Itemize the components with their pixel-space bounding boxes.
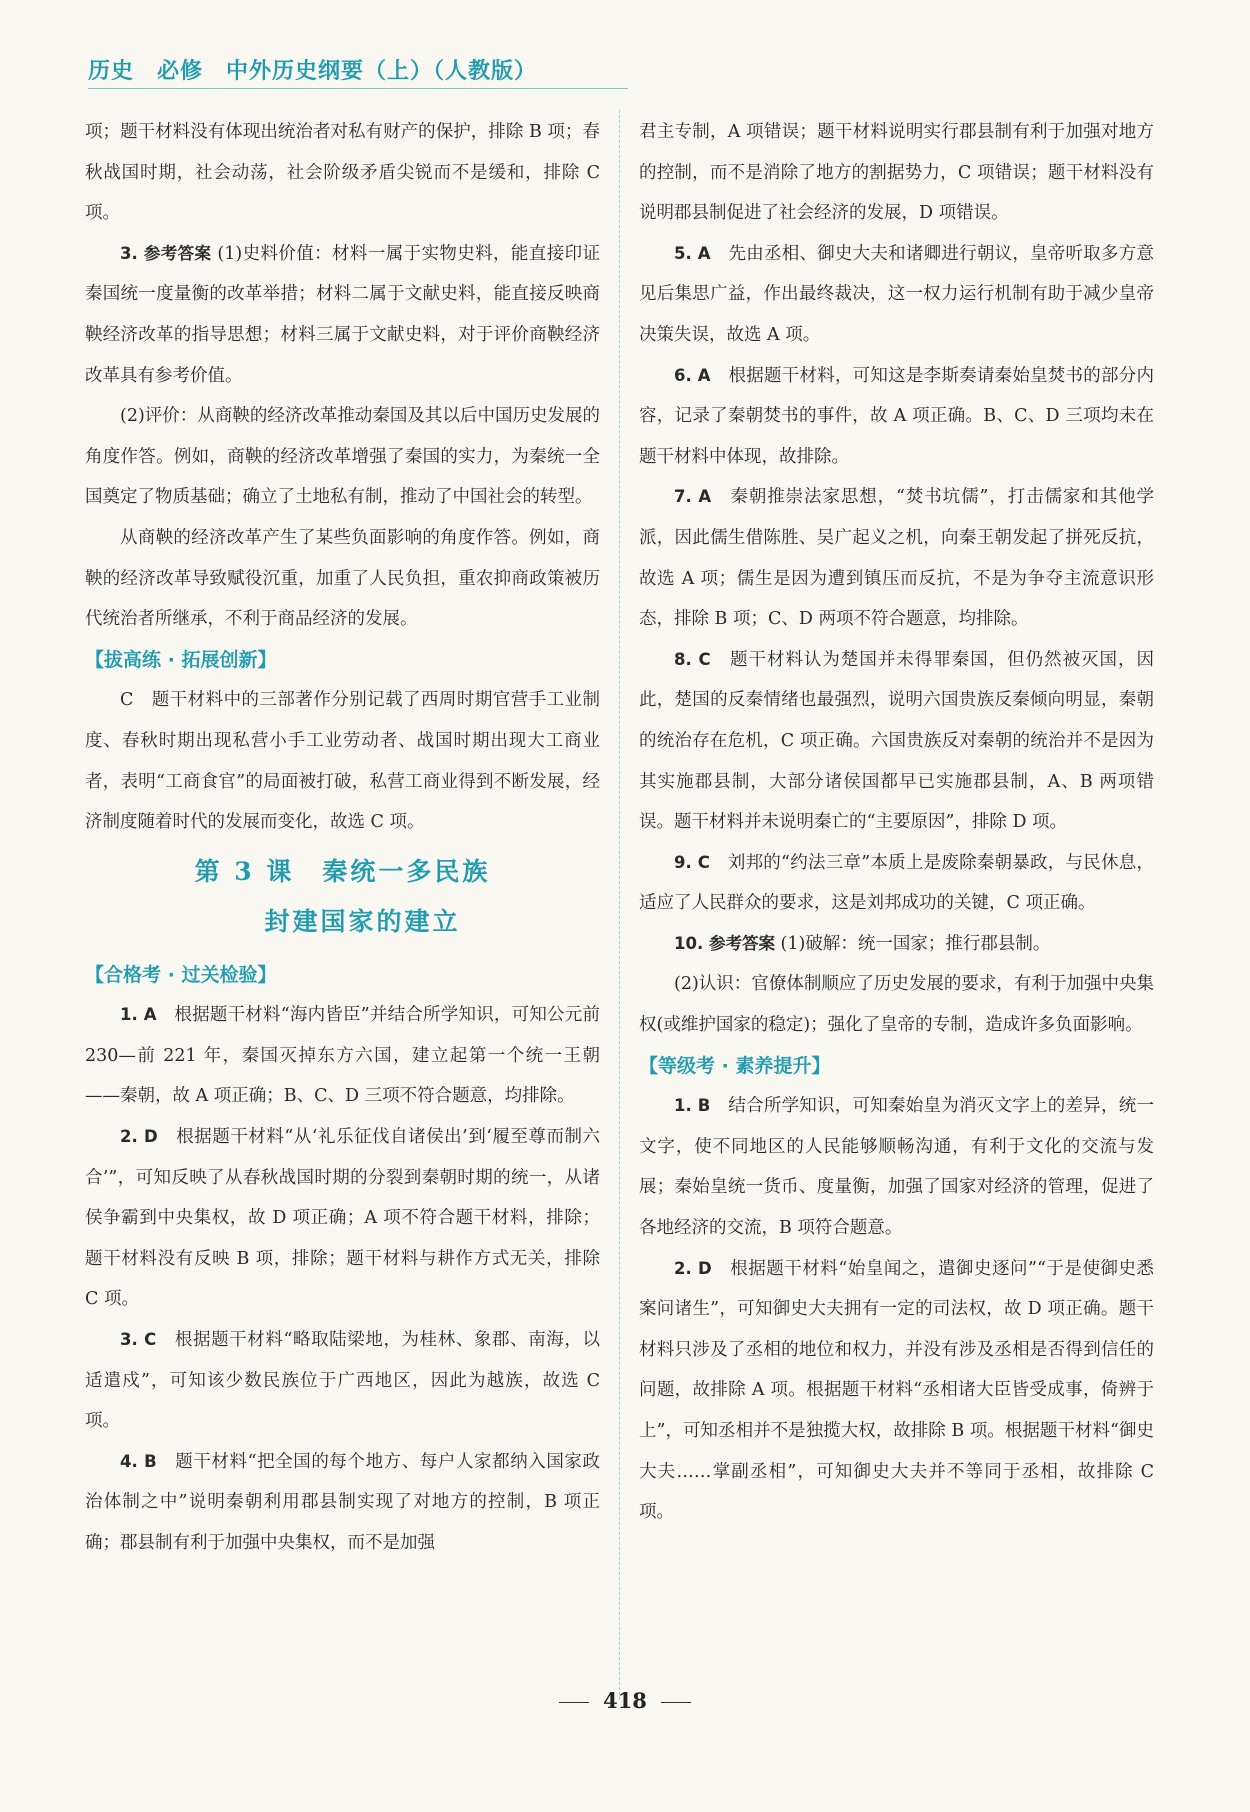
answer-3 (85, 1320, 600, 1442)
answer-number: 5. A (674, 243, 711, 263)
lesson-title (85, 847, 600, 947)
answer-number: 6. A (674, 365, 711, 385)
header-title: 历史 必修 中外历史纲要（上）（人教版） (88, 59, 538, 84)
answer-number: 8. C (674, 649, 711, 669)
answer-9 (639, 843, 1154, 924)
answer-text: 根据题干材料，可知这是李斯奏请秦始皇焚书的部分内容，记录了秦朝焚书的事件，故 A 项正确。B、C、D 三项均未在题干材料中体现，故排除。 (639, 365, 1155, 467)
answer-number: 3. C (120, 1330, 157, 1350)
answer-text: 题干材料“把全国的每个地方、每户人家都纳入国家政治体制之中”说明秦朝利用郡县制实现了对地方的控制，B 项正确；郡县制有利于加强中央集权，而不是加强 (85, 1451, 600, 1553)
answer-text: 刘邦的“约法三章”本质上是废除秦朝暴政，与民休息，适应了人民群众的要求，这是刘邦成功的关键，C 项正确。 (639, 852, 1154, 914)
running-header (88, 54, 628, 89)
answer-text: 秦朝推崇法家思想，“焚书坑儒”，打击儒家和其他学派，因此儒生借陈胜、吴广起义之机，向秦王朝发起了拼死反抗，故选 A 项；儒生是因为遭到镇压而反抗，不是为争夺主流意识形态，排除 B 项；C、D 两项不符合题意，均排除。 (639, 487, 1154, 630)
lesson-title-line-1: 第 3 课 秦统一多民族 (194, 856, 491, 886)
section-heading: 【合格考 · 过关检验】 (85, 963, 277, 986)
paragraph: 从商鞅的经济改革产生了某些负面影响的角度作答。例如，商鞅的经济改革导致赋役沉重，加重了人民负担，重农抑商政策被历代统治者所继承，不利于商品经济的发展。 (85, 527, 600, 630)
answer-6 (639, 356, 1154, 478)
answer-text: (1)史料价值：材料一属于实物史料，能直接印证秦国统一度量衡的改革举措；材料二属于文献史料，能直接反映商鞅经济改革的指导思想；材料三属于文献史料，对于评价商鞅经济改革具有参考价值。 (85, 243, 600, 386)
answer-1 (85, 995, 600, 1117)
answer-number: 2. D (674, 1258, 712, 1278)
answer-text: 根据题干材料“从‘礼乐征伐自诸侯出’到‘履至尊而制六合’”，可知反映了从春秋战国时期的分裂到秦朝时期的统一，从诸侯争霸到中央集权，故 D 项正确；A 项不符合题干材料，排除；题干材料没有反映 B 项，排除；题干材料与耕作方式无关，排除 C 项。 (85, 1127, 600, 1310)
paragraph: C 题干材料中的三部著作分别记载了西周时期官营手工业制度、春秋时期出现私营小手工业劳动者、战国时期出现大工商业者，表明“工商食官”的局面被打破，私营工商业得到不断发展，经济制度随着时代的发展而变化，故选 C 项。 (85, 690, 600, 833)
lesson-title-line-2: 封建国家的建立 (264, 906, 461, 936)
answer-number: 9. C (674, 852, 710, 872)
paragraph: (2)认识：官僚体制顺应了历史发展的要求，有利于加强中央集权(或维护国家的稳定)；强化了皇帝的专制，造成许多负面影响。 (639, 974, 1154, 1036)
section-heading: 【拔高练 · 拓展创新】 (85, 648, 277, 671)
answer-b1 (639, 1086, 1154, 1248)
paragraph: 君主专制，A 项错误；题干材料说明实行郡县制有利于加强对地方的控制，而不是消除了地方的割据势力，C 项错误；题干材料没有说明郡县制促进了社会经济的发展，D 项错误。 (639, 122, 1154, 224)
answer-number: 1. A (120, 1005, 157, 1025)
answer-number: 7. A (674, 487, 712, 507)
footer-dash-left (559, 1702, 589, 1703)
answer-4 (85, 1442, 600, 1564)
answer-text: (1)破解：统一国家；推行郡县制。 (774, 933, 1051, 954)
answer-number: 1. B (674, 1096, 711, 1116)
paragraph: 项；题干材料没有体现出统治者对私有财产的保护，排除 B 项；春秋战国时期，社会动荡，社会阶级矛盾尖锐而不是缓和，排除 C 项。 (85, 122, 600, 224)
answer-number: 10. 参考答案 (674, 933, 775, 953)
answer-number: 2. D (120, 1127, 158, 1147)
answer-2 (85, 1117, 600, 1320)
answer-5 (639, 234, 1154, 356)
answer-text: 根据题干材料“略取陆梁地，为桂林、象郡、南海，以适遣戍”，可知该少数民族位于广西地区，因此为越族，故选 C 项。 (85, 1330, 600, 1432)
answer-3 (85, 234, 600, 396)
page-number: 418 (603, 1688, 647, 1713)
answer-text: 结合所学知识，可知秦始皇为消灭文字上的差异，统一文字，使不同地区的人民能够顺畅沟通，有利于文化的交流与发展；秦始皇统一货币、度量衡，加强了国家对经济的管理，促进了各地经济的交流，B 项符合题意。 (639, 1096, 1155, 1239)
answer-text: 题干材料认为楚国并未得罪秦国，但仍然被灭国，因此，楚国的反秦情绪也最强烈，说明六国贵族反秦倾向明显，秦朝的统治存在危机，C 项正确。六国贵族反对秦朝的统治并不是因为其实施郡县制，大部分诸侯国都早已实施郡县制，A、B 两项错误。题干材料并未说明秦亡的“主要原因”，排除 D 项。 (639, 649, 1154, 833)
paragraph: (2)评价：从商鞅的经济改革推动秦国及其以后中国历史发展的角度作答。例如，商鞅的经济改革增强了秦国的实力，为秦统一全国奠定了物质基础；确立了土地私有制，推动了中国社会的转型。 (85, 406, 600, 508)
answer-10 (639, 924, 1154, 965)
answer-8 (639, 640, 1154, 843)
answer-number: 3. 参考答案 (120, 243, 212, 263)
footer-dash-right (661, 1702, 691, 1703)
answer-number: 4. B (120, 1451, 157, 1471)
page-footer (0, 1688, 1250, 1713)
answer-7 (639, 477, 1154, 639)
answer-text: 根据题干材料“海内皆臣”并结合所学知识，可知公元前 230—前 221 年，秦国灭掉东方六国，建立起第一个统一王朝——秦朝，故 A 项正确；B、C、D 三项不符合题意，均排除。 (85, 1005, 600, 1107)
column-divider (619, 110, 620, 1700)
left-column (85, 112, 600, 1564)
right-column (639, 112, 1154, 1533)
answer-b2 (639, 1249, 1154, 1533)
answer-text: 根据题干材料“始皇闻之，遣御史逐问”“于是使御史悉案问诸生”，可知御史大夫拥有一定的司法权，故 D 项正确。题干材料只涉及了丞相的地位和权力，并没有涉及丞相是否得到信任的问题，故排除 A 项。根据题干材料“丞相诸大臣皆受成事，倚辨于上”，可知丞相并不是独揽大权，故排除 B 项。根据题干材料“御史大夫……掌副丞相”，可知御史大夫并不等同于丞相，故排除 C 项。 (639, 1258, 1154, 1523)
answer-text: 先由丞相、御史大夫和诸卿进行朝议，皇帝听取多方意见后集思广益，作出最终裁决，这一权力运行机制有助于减少皇帝决策失误，故选 A 项。 (639, 243, 1155, 345)
section-heading: 【等级考 · 素养提升】 (639, 1054, 831, 1077)
